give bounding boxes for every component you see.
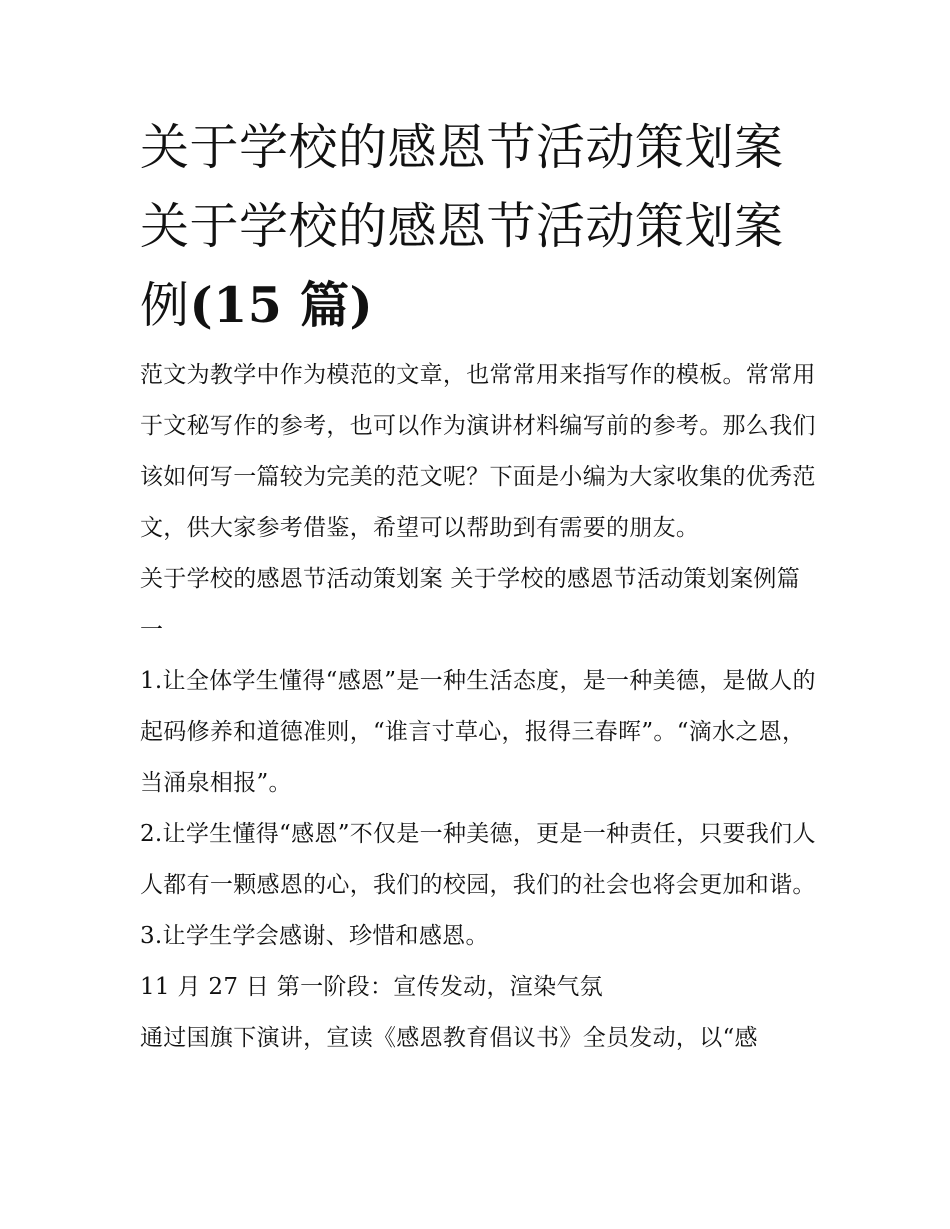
- goal-paragraph-2: 2.让学生懂得“感恩”不仅是一种美德，更是一种责任，只要我们人人都有一颗感恩的心，我们的校园，我们的社会也将会更加和谐。 3.让学生学会感谢、珍惜和感恩。: [140, 821, 816, 949]
- schedule-paragraph: 通过国旗下演讲，宣读《感恩教育倡议书》全员发动，以“感: [140, 1025, 758, 1051]
- title-line-3-prefix: 例: [140, 277, 190, 334]
- title-line-1: 关于学校的感恩节活动策划案: [140, 119, 784, 176]
- document-title: [140, 108, 820, 345]
- document-page: [140, 108, 820, 1064]
- title-line-2: 关于学校的感恩节活动策划案: [140, 198, 784, 255]
- goal-paragraph-1: 1.让全体学生懂得“感恩”是一种生活态度，是一种美德，是做人的起码修养和道德准则，“谁言寸草心，报得三春晖”。“滴水之恩，当涌泉相报”。: [140, 668, 816, 796]
- schedule-heading: 11 月 27 日 第一阶段：宣传发动，渲染气氛: [140, 974, 603, 1000]
- section-heading: 关于学校的感恩节活动策划案 关于学校的感恩节活动策划案例篇一: [140, 566, 801, 643]
- intro-paragraph: 范文为教学中作为模范的文章，也常常用来指写作的模板。常常用于文秘写作的参考，也可以作为演讲材料编写前的参考。那么我们该如何写一篇较为完美的范文呢？下面是小编为大家收集的优秀范文，供大家参考借鉴，希望可以帮助到有需要的朋友。: [140, 362, 816, 541]
- title-line-3-count: (15 篇): [189, 276, 374, 334]
